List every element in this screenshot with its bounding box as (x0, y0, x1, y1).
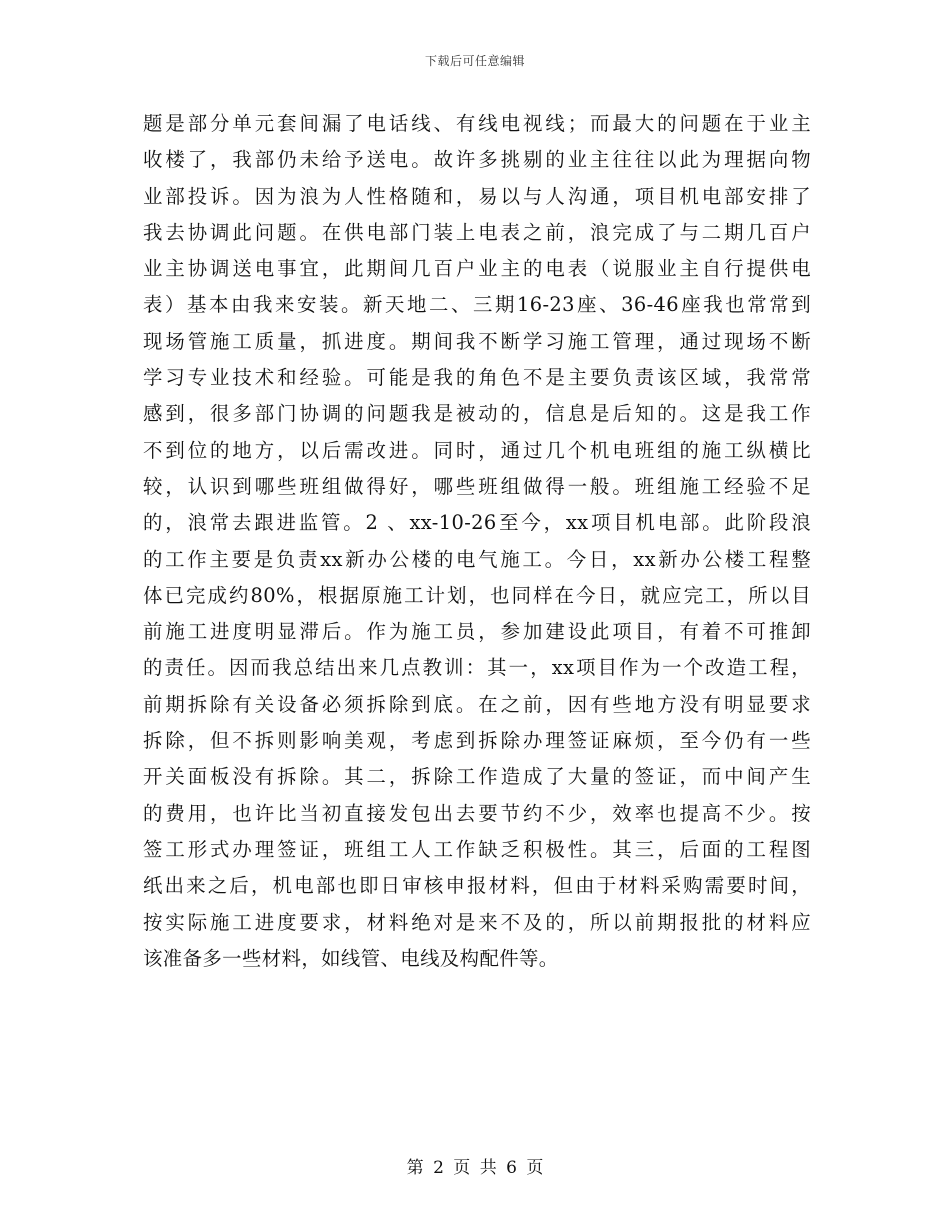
body-line: 纸出来之后，机电部也即日审核申报材料，但由于材料采购需要时间， (143, 874, 811, 898)
body-line: 较，认识到哪些班组做得好，哪些班组做得一般。班组施工经验不足 (143, 474, 811, 498)
page-number: 第 2 页 共 6 页 (406, 1158, 544, 1178)
body-line: 的工作主要是负责xx新办公楼的电气施工。今日，xx新办公楼工程整 (143, 547, 811, 571)
page-header-note: 下载后可任意编辑 (424, 54, 525, 68)
body-line: 体已完成约80%，根据原施工计划，也同样在今日，就应完工，所以目 (143, 583, 811, 607)
body-line: 开关面板没有拆除。其二，拆除工作造成了大量的签证，而中间产生 (143, 765, 811, 789)
body-line: 题是部分单元套间漏了电话线、有线电视线；而最大的问题在于业主 (143, 112, 811, 135)
body-line: 业主协调送电事宜，此期间几百户业主的电表（说服业主自行提供电 (143, 257, 811, 281)
body-line: 现场管施工质量，抓进度。期间我不断学习施工管理，通过现场不断 (143, 329, 811, 353)
body-line: 拆除，但不拆则影响美观，考虑到拆除办理签证麻烦，至今仍有一些 (143, 729, 811, 753)
body-line: 收楼了，我部仍未给予送电。故许多挑剔的业主往往以此为理据向物 (143, 148, 811, 172)
body-line: 表）基本由我来安装。新天地二、三期16-23座、36-46座我也常常到 (143, 293, 811, 317)
body-line: 的责任。因而我总结出来几点教训：其一，xx项目作为一个改造工程， (143, 656, 811, 680)
body-line: 按实际施工进度要求，材料绝对是来不及的，所以前期报批的材料应 (143, 910, 811, 934)
body-text (143, 106, 811, 977)
body-line: 感到，很多部门协调的问题我是被动的，信息是后知的。这是我工作 (143, 402, 811, 426)
body-line: 前期拆除有关设备必须拆除到底。在之前，因有些地方没有明显要求 (143, 692, 811, 716)
body-line: 前施工进度明显滞后。作为施工员，参加建设此项目，有着不可推卸 (143, 620, 811, 644)
body-line: 我去协调此问题。在供电部门装上电表之前，浪完成了与二期几百户 (143, 220, 811, 244)
body-line: 业部投诉。因为浪为人性格随和，易以与人沟通，项目机电部安排了 (143, 184, 811, 208)
body-line: 该准备多一些材料，如线管、电线及构配件等。 (143, 946, 559, 970)
body-line: 不到位的地方，以后需改进。同时，通过几个机电班组的施工纵横比 (143, 438, 811, 462)
body-line: 签工形式办理签证，班组工人工作缺乏积极性。其三，后面的工程图 (143, 837, 811, 861)
body-line: 的，浪常去跟进监管。2 、xx-10-26至今，xx项目机电部。此阶段浪 (143, 511, 811, 535)
body-line: 的费用，也许比当初直接发包出去要节约不少，效率也提高不少。按 (143, 801, 811, 825)
body-line: 学习专业技术和经验。可能是我的角色不是主要负责该区域，我常常 (143, 366, 811, 390)
